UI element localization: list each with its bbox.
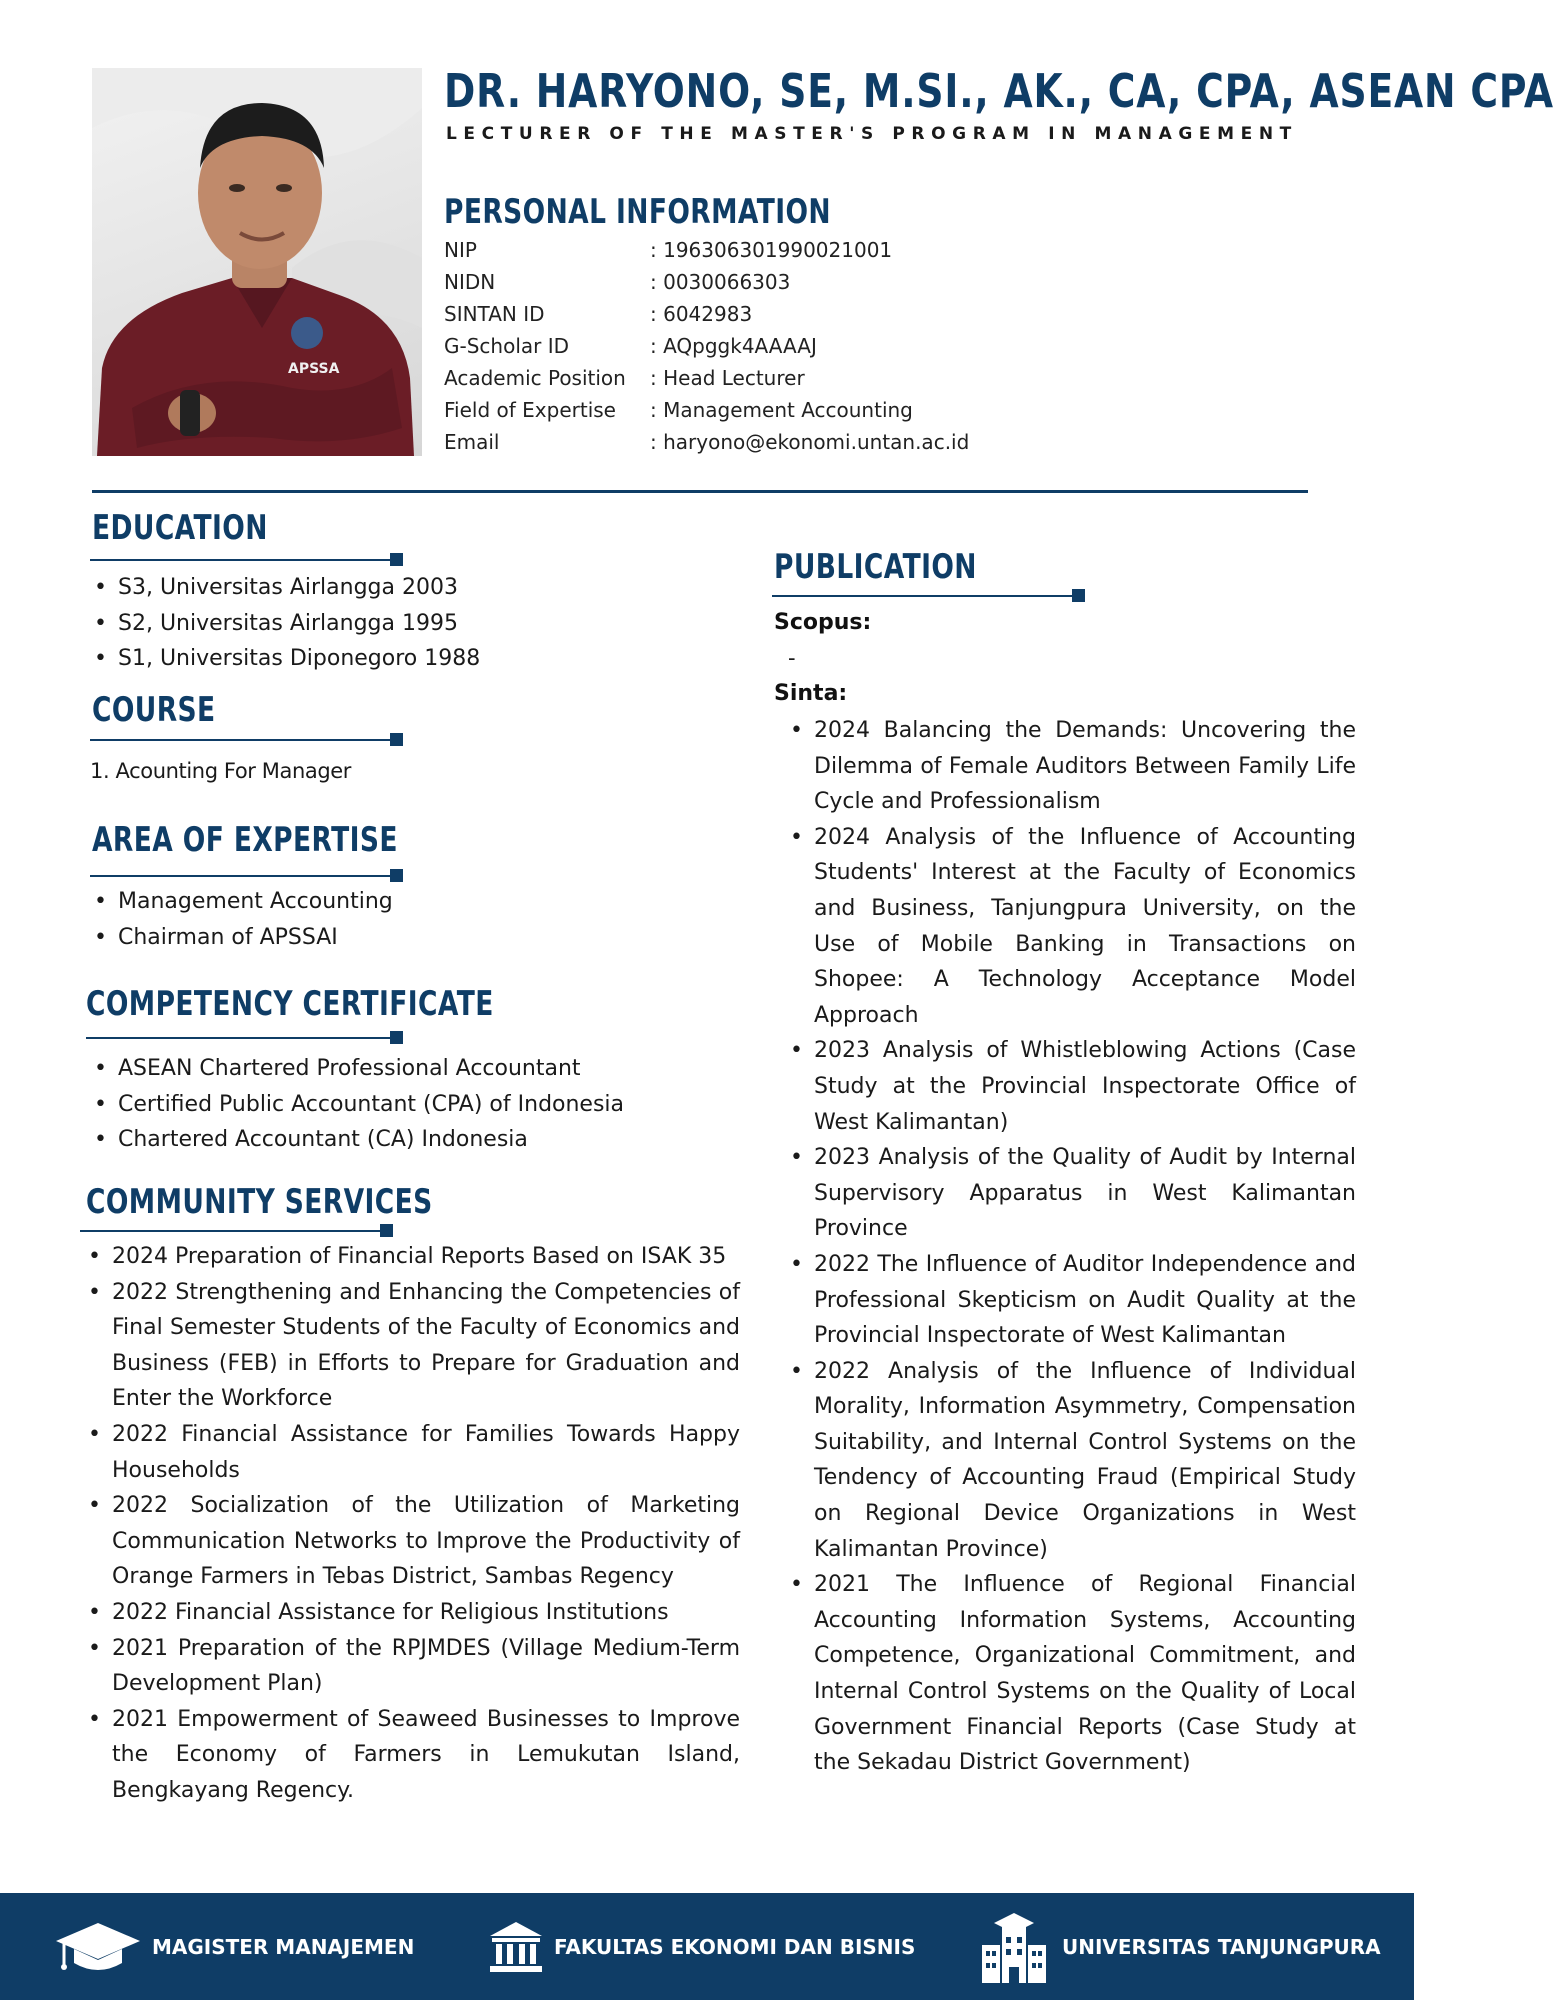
info-row-field-of-expertise (444, 394, 969, 426)
area-of-expertise-title: AREA OF EXPERTISE (92, 820, 398, 860)
info-row-academic-position (444, 362, 969, 394)
publication-underline (772, 595, 1079, 597)
info-value: : 6042983 (650, 302, 753, 326)
graduation-cap-icon (56, 1919, 140, 1975)
person-subtitle: LECTURER OF THE MASTER'S PROGRAM IN MANAGEMENT (446, 124, 1298, 144)
list-item: • 2022 Financial Assistance for Families Towards Happy Households (84, 1417, 740, 1488)
list-item: • 2021 The Influence of Regional Financial Accounting Information Systems, Accounting Competence, Organizational Commitment, and Internal Control Systems on the Quality of Local Government Financial Reports (Case Study at the Sekadau District Government) (786, 1567, 1356, 1781)
personal-information-title: PERSONAL INFORMATION (444, 192, 831, 232)
info-row-gscholar-id (444, 330, 969, 362)
profile-photo (92, 68, 422, 456)
community-underline (80, 1230, 387, 1232)
list-item: • Chairman of APSSAI (90, 920, 730, 956)
expertise-list (90, 884, 730, 955)
course-underline (90, 739, 397, 741)
footer-label: UNIVERSITAS TANJUNGPURA (1062, 1934, 1381, 1959)
list-item: • 2022 Socialization of the Utilization of Marketing Communication Networks to Improve the Productivity of Orange Farmers in Tebas District, Sambas Regency (84, 1488, 740, 1595)
certificate-underline (86, 1037, 397, 1039)
community-services-title: COMMUNITY SERVICES (86, 1182, 433, 1222)
sinta-label: Sinta: (774, 681, 848, 706)
education-list (90, 570, 730, 677)
list-item: • 2022 Analysis of the Influence of Individual Morality, Information Asymmetry, Compensation Suitability, and Internal Control Systems on the Tendency of Accounting Fraud (Empirical Study on Regional Device Organizations in West Kalimantan Province) (786, 1354, 1356, 1568)
info-key: NIDN (444, 270, 496, 294)
list-item: • 2023 Analysis of the Quality of Audit by Internal Supervisory Apparatus in West Kalimantan Province (786, 1140, 1356, 1247)
certificate-list (90, 1051, 750, 1158)
info-value: : AQpggk4AAAAJ (650, 334, 817, 358)
list-item: • Management Accounting (90, 884, 730, 920)
list-item: • S2, Universitas Airlangga 1995 (90, 606, 730, 642)
info-value: : haryono@ekonomi.untan.ac.id (650, 430, 970, 454)
info-value: : 0030066303 (650, 270, 791, 294)
publication-title: PUBLICATION (774, 547, 977, 587)
list-item: • 2024 Analysis of the Influence of Accounting Students' Interest at the Faculty of Economics and Business, Tanjungpura University, on the Use of Mobile Banking in Transactions on Shopee: A Technology Acceptance Model Approach (786, 820, 1356, 1034)
list-item: • 2022 The Influence of Auditor Independence and Professional Skepticism on Audit Quality at the Provincial Inspectorate of West Kalimantan (786, 1247, 1356, 1354)
personal-information-table (444, 234, 969, 458)
education-title: EDUCATION (92, 508, 268, 548)
info-row-email (444, 426, 969, 458)
footer-item-magister-manajemen (56, 1893, 414, 2000)
list-item: • Certified Public Accountant (CPA) of Indonesia (90, 1087, 750, 1123)
info-key: SINTAN ID (444, 302, 545, 326)
info-key: Academic Position (444, 366, 626, 390)
list-item: • 2024 Balancing the Demands: Uncovering the Dilemma of Female Auditors Between Family Life Cycle and Professionalism (786, 713, 1356, 820)
info-value: : Management Accounting (650, 398, 913, 422)
info-value: : 196306301990021001 (650, 238, 893, 262)
footer-label: MAGISTER MANAJEMEN (152, 1934, 415, 1959)
info-key: Email (444, 430, 500, 454)
sinta-publication-list (786, 713, 1356, 1781)
course-title: COURSE (92, 690, 216, 730)
list-item: • 2021 Empowerment of Seaweed Businesses to Improve the Economy of Farmers in Lemukutan Island, Bengkayang Regency. (84, 1702, 740, 1809)
info-key: NIP (444, 238, 477, 262)
list-item: • S1, Universitas Diponegoro 1988 (90, 641, 730, 677)
education-underline (90, 559, 397, 561)
expertise-underline (90, 875, 397, 877)
info-row-sintan-id (444, 298, 969, 330)
header-divider (92, 490, 1308, 493)
footer-bar (0, 1893, 1414, 2000)
info-key: G-Scholar ID (444, 334, 570, 358)
list-item: • 2024 Preparation of Financial Reports Based on ISAK 35 (84, 1239, 740, 1275)
list-item: • 2022 Strengthening and Enhancing the Competencies of Final Semester Students of the Faculty of Economics and Business (FEB) in Efforts to Prepare for Graduation and Enter the Workforce (84, 1275, 740, 1417)
list-item: • ASEAN Chartered Professional Accountant (90, 1051, 750, 1087)
list-item: • S3, Universitas Airlangga 2003 (90, 570, 730, 606)
competency-certificate-title: COMPETENCY CERTIFICATE (86, 984, 494, 1024)
info-key: Field of Expertise (444, 398, 616, 422)
list-item: • 2021 Preparation of the RPJMDES (Village Medium-Term Development Plan) (84, 1631, 740, 1702)
person-name: DR. HARYONO, SE, M.SI., AK., CA, CPA, ASEAN CPA (444, 64, 1554, 118)
footer-item-fakultas-ekonomi (488, 1893, 915, 2000)
list-item: • 2022 Financial Assistance for Religious Institutions (84, 1595, 740, 1631)
university-building-icon (978, 1911, 1050, 1983)
svg-text:APSSA: APSSA (288, 361, 340, 377)
scopus-value: - (788, 646, 796, 670)
info-value: : Head Lecturer (650, 366, 805, 390)
scopus-label: Scopus: (774, 610, 872, 635)
footer-item-universitas-tanjungpura (978, 1893, 1381, 2000)
list-item: • 2023 Analysis of Whistleblowing Actions (Case Study at the Provincial Inspectorate Office of West Kalimantan) (786, 1033, 1356, 1140)
info-row-nidn (444, 266, 969, 298)
institution-building-icon (488, 1920, 544, 1974)
info-row-nip (444, 234, 969, 266)
course-item: 1. Acounting For Manager (90, 759, 352, 783)
community-services-list (84, 1239, 740, 1809)
list-item: • Chartered Accountant (CA) Indonesia (90, 1122, 750, 1158)
footer-label: FAKULTAS EKONOMI DAN BISNIS (554, 1934, 916, 1959)
